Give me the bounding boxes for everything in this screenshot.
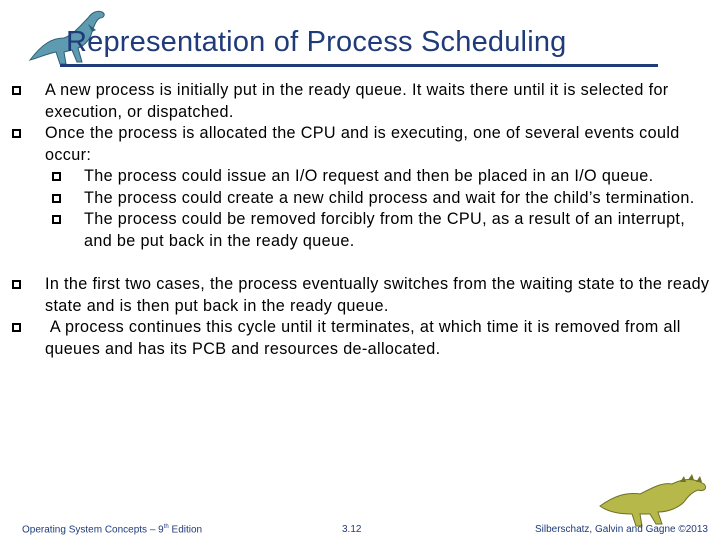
sub-bullet-item: The process could be removed forcibly from the CPU, as a result of an interrupt, and be put back in the ready queue.: [12, 209, 712, 252]
bullet-item: In the first two cases, the process eventually switches from the waiting state to the ready state and is then put back in the ready queue.: [12, 274, 712, 317]
checkbox-bullet-icon: [12, 323, 21, 332]
bullet-item: A new process is initially put in the ready queue. It waits there until it is selected for execution, or dispatched.: [12, 80, 712, 123]
footer-book-title: Operating System Concepts – 9th Edition: [22, 523, 203, 535]
sub-bullet-item: The process could issue an I/O request and then be placed in an I/O queue.: [12, 166, 712, 188]
spacer: [12, 252, 712, 274]
checkbox-bullet-icon: [52, 215, 61, 224]
checkbox-bullet-icon: [52, 194, 61, 203]
bullet-item: Once the process is allocated the CPU and is executing, one of several events could occur:: [12, 123, 712, 166]
dinosaur-footer-icon: [596, 462, 714, 530]
title-underline: [60, 64, 658, 67]
sub-bullet-item: The process could create a new child process and wait for the child’s termination.: [12, 188, 712, 210]
page-title: Representation of Process Scheduling: [66, 26, 567, 58]
checkbox-bullet-icon: [52, 172, 61, 181]
footer-page-number: 3.12: [342, 524, 362, 535]
bullet-list: [12, 80, 712, 360]
checkbox-bullet-icon: [12, 129, 21, 138]
checkbox-bullet-icon: [12, 280, 21, 289]
checkbox-bullet-icon: [12, 86, 21, 95]
bullet-item: A process continues this cycle until it terminates, at which time it is removed from all queues and has its PCB and resources de-allocated.: [12, 317, 712, 360]
footer-authors: Silberschatz, Galvin and Gagne ©2013: [534, 524, 708, 535]
